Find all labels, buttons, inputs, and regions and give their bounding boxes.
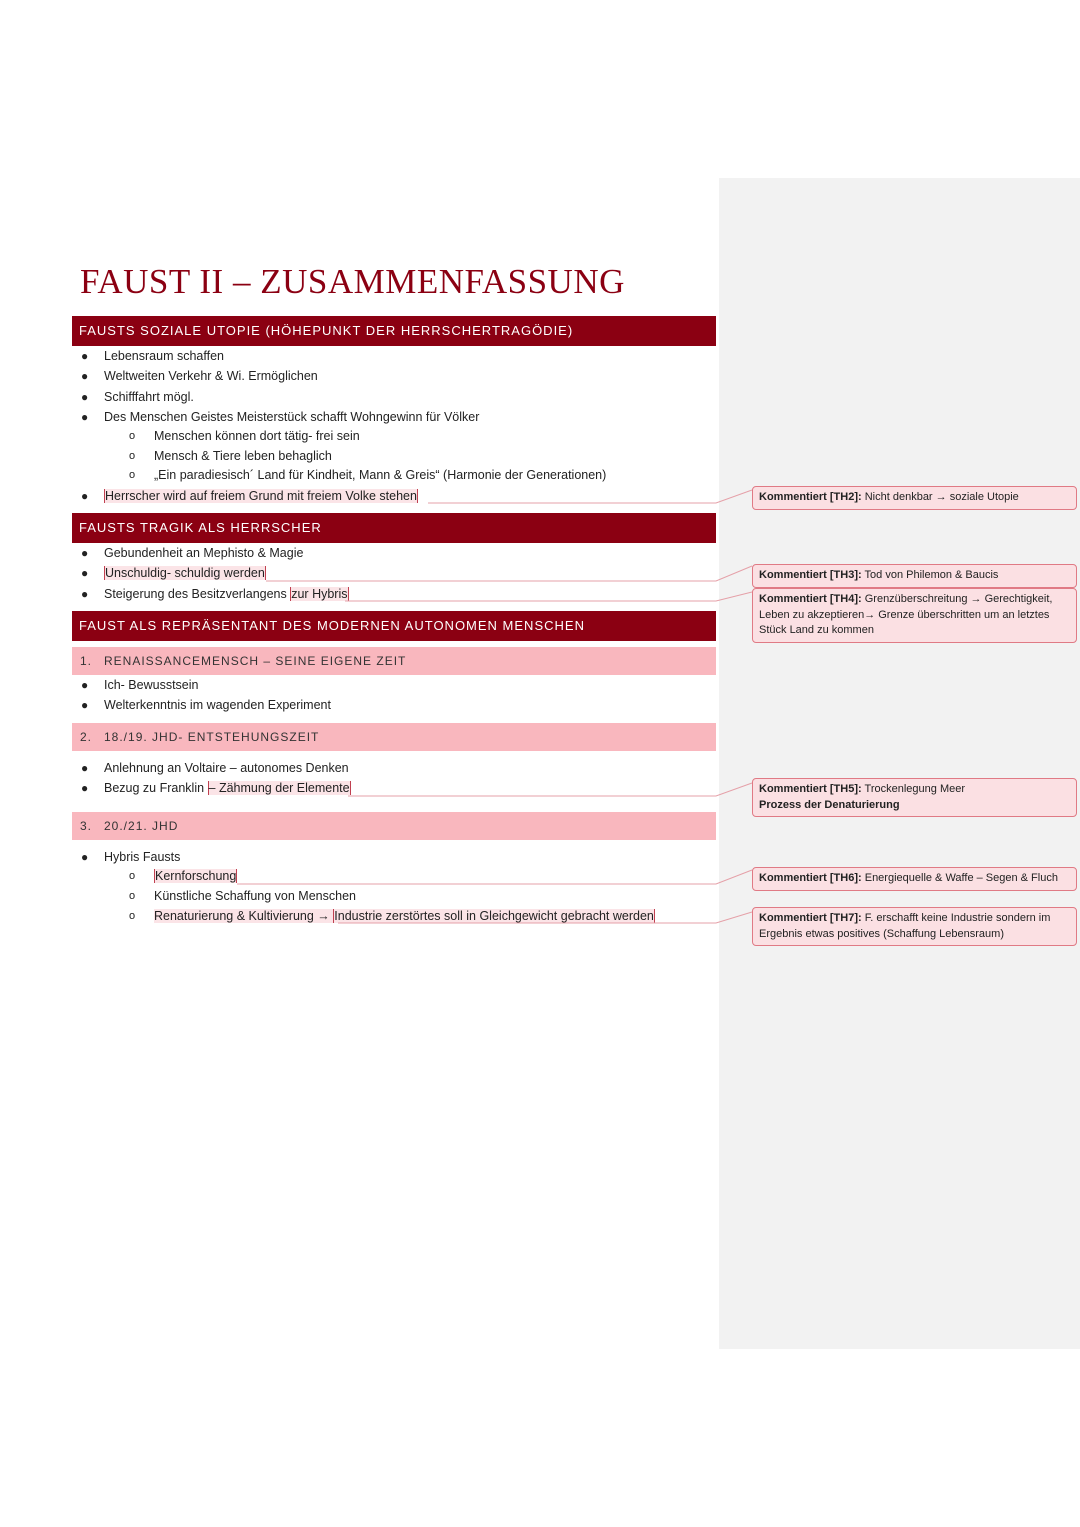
list-item: ● Gebundenheit an Mephisto & Magie bbox=[81, 546, 304, 560]
commented-text[interactable]: Kernforschung bbox=[155, 869, 237, 883]
bullet-icon: ● bbox=[81, 781, 89, 795]
sub-list-item: o Künstliche Schaffung von Menschen bbox=[129, 889, 356, 903]
list-item: ● Anlehnung an Voltaire – autonomes Denken bbox=[81, 761, 349, 775]
sub-list-item: o Menschen können dort tätig- frei sein bbox=[129, 429, 360, 443]
circle-bullet-icon: o bbox=[129, 910, 136, 922]
section-heading-social-utopia: FAUSTS SOZIALE UTOPIE (HÖHEPUNKT DER HERRSCHERTRAGÖDIE) bbox=[72, 316, 716, 346]
comment-margin-pane bbox=[719, 178, 1080, 1349]
list-item bbox=[81, 564, 266, 582]
bullet-icon: ● bbox=[81, 390, 89, 404]
list-item: ● Welterkenntnis im wagenden Experiment bbox=[81, 698, 331, 712]
commented-text[interactable]: Unschuldig- schuldig werden bbox=[105, 566, 265, 580]
comment-th2[interactable]: Kommentiert [TH2]: Nicht denkbar → soziale Utopie bbox=[752, 486, 1077, 510]
commented-text[interactable]: – Zähmung der Elemente bbox=[208, 781, 350, 795]
commented-text[interactable]: Renaturierung & Kultivierung → bbox=[154, 909, 334, 923]
section-heading-modern-human: FAUST ALS REPRÄSENTANT DES MODERNEN AUTONOMEN MENSCHEN bbox=[72, 611, 716, 641]
circle-bullet-icon: o bbox=[129, 469, 136, 481]
list-item: ● Des Menschen Geistes Meisterstück schafft Wohngewinn für Völker bbox=[81, 410, 480, 424]
circle-bullet-icon: o bbox=[129, 430, 136, 442]
sub-list-item bbox=[129, 907, 655, 925]
bullet-icon: ● bbox=[81, 546, 89, 560]
sub-list-item bbox=[129, 867, 237, 885]
sub-list-item: o Mensch & Tiere leben behaglich bbox=[129, 449, 332, 463]
bullet-icon: ● bbox=[81, 678, 89, 692]
bullet-icon: ● bbox=[81, 698, 89, 712]
bullet-icon: ● bbox=[81, 566, 89, 580]
circle-bullet-icon: o bbox=[129, 870, 136, 882]
sub-list-item: o „Ein paradiesisch´ Land für Kindheit, Mann & Greis“ (Harmonie der Generationen) bbox=[129, 468, 607, 482]
comment-th3[interactable]: Kommentiert [TH3]: Tod von Philemon & Baucis bbox=[752, 564, 1077, 588]
list-item bbox=[81, 487, 418, 505]
commented-text[interactable]: Herrscher wird auf freiem Grund mit freiem Volke stehen bbox=[105, 489, 417, 503]
comment-th6[interactable]: Kommentiert [TH6]: Energiequelle & Waffe – Segen & Fluch bbox=[752, 867, 1077, 891]
subheading-origin-time: 2. 18./19. JHD- ENTSTEHUNGSZEIT bbox=[72, 723, 716, 751]
list-item: ● Lebensraum schaffen bbox=[81, 349, 224, 363]
subheading-renaissance: 1. RENAISSANCEMENSCH – SEINE EIGENE ZEIT bbox=[72, 647, 716, 675]
bullet-icon: ● bbox=[81, 850, 89, 864]
section-heading-tragic-ruler: FAUSTS TRAGIK ALS HERRSCHER bbox=[72, 513, 716, 543]
list-item: ● Bezug zu Franklin – Zähmung der Elemente bbox=[81, 781, 350, 795]
bullet-icon: ● bbox=[81, 761, 89, 775]
list-item: ● Hybris Fausts bbox=[81, 850, 181, 864]
bullet-icon: ● bbox=[81, 369, 89, 383]
comment-th5[interactable]: Kommentiert [TH5]: Trockenlegung Meer Prozess der Denaturierung bbox=[752, 778, 1077, 817]
bullet-icon: ● bbox=[81, 489, 89, 503]
comment-th7[interactable]: Kommentiert [TH7]: F. erschafft keine Industrie sondern im Ergebnis etwas positives (Schaffung Lebensraum) bbox=[752, 907, 1077, 946]
bullet-icon: ● bbox=[81, 349, 89, 363]
subheading-20-21-century: 3. 20./21. JHD bbox=[72, 812, 716, 840]
circle-bullet-icon: o bbox=[129, 450, 136, 462]
commented-text[interactable]: zur Hybris bbox=[291, 587, 348, 601]
list-item: ● Schifffahrt mögl. bbox=[81, 390, 194, 404]
document-title: FAUST II – ZUSAMMENFASSUNG bbox=[80, 262, 625, 301]
commented-text[interactable]: Industrie zerstörtes soll in Gleichgewicht gebracht werden bbox=[334, 909, 654, 923]
bullet-icon: ● bbox=[81, 410, 89, 424]
circle-bullet-icon: o bbox=[129, 890, 136, 902]
list-item: ● Steigerung des Besitzverlangens zur Hybris bbox=[81, 587, 348, 601]
list-item: ● Weltweiten Verkehr & Wi. Ermöglichen bbox=[81, 369, 318, 383]
comment-th4[interactable]: Kommentiert [TH4]: Grenzüberschreitung → Gerechtigkeit, Leben zu akzeptieren→ Grenze überschritten um an letztes Stück Land zu kommen bbox=[752, 588, 1077, 643]
bullet-icon: ● bbox=[81, 587, 89, 601]
list-item: ● Ich- Bewusstsein bbox=[81, 678, 199, 692]
